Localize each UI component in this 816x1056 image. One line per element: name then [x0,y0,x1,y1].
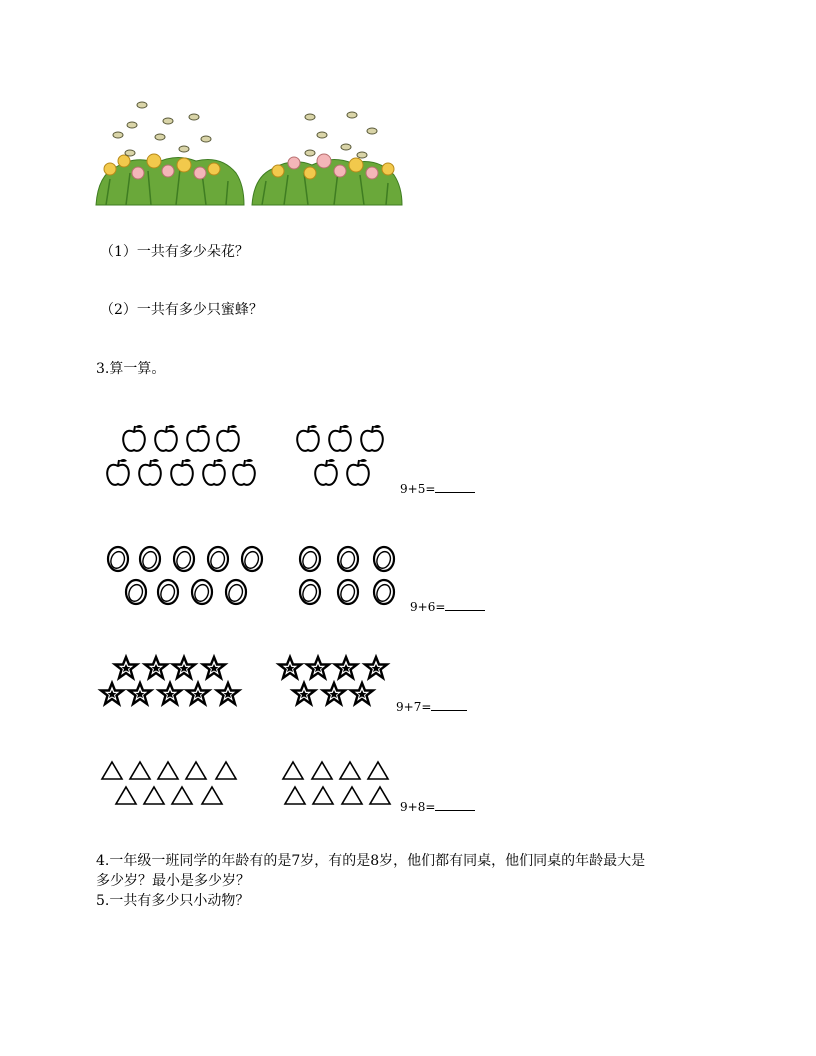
problem-4 [400,798,475,814]
answer-blank[interactable] [435,798,475,811]
bee-icon [305,112,377,158]
triangle-icon [102,762,390,804]
problem-1-expression: 9+5= [400,482,436,496]
triangle-group [100,758,400,808]
apple-icon [107,425,383,485]
grass-icon [96,157,244,205]
question-3-title: 3.算一算。 [96,361,166,377]
ring-group [100,540,400,612]
bees-flowers-illustration [96,95,406,207]
bee-icon [113,102,211,156]
bees-flowers-svg [96,95,406,207]
answer-blank[interactable] [435,480,475,493]
problem-3-expression: 9+7= [396,700,432,714]
question-5: 5.一共有多少只小动物？ [96,893,250,909]
answer-blank[interactable] [431,698,467,711]
star-icon [101,657,387,704]
problem-2 [410,598,485,614]
apple-group [100,420,400,492]
question-2-1: （1）一共有多少朵花？ [100,244,249,260]
question-4-line1: 4.一年级一班同学的年龄有的是7岁，有的是8岁，他们都有同桌，他们同桌的年龄最大是 [96,853,646,869]
question-4-line2: 多少岁？最小是多少岁？ [96,873,250,889]
question-2-2: （2）一共有多少只蜜蜂？ [100,302,263,318]
problem-1 [400,480,475,496]
problem-4-expression: 9+8= [400,800,436,814]
answer-blank[interactable] [445,598,485,611]
problem-2-expression: 9+6= [410,600,446,614]
problem-3 [396,698,467,714]
star-group [100,654,400,710]
ring-icon [108,547,394,604]
